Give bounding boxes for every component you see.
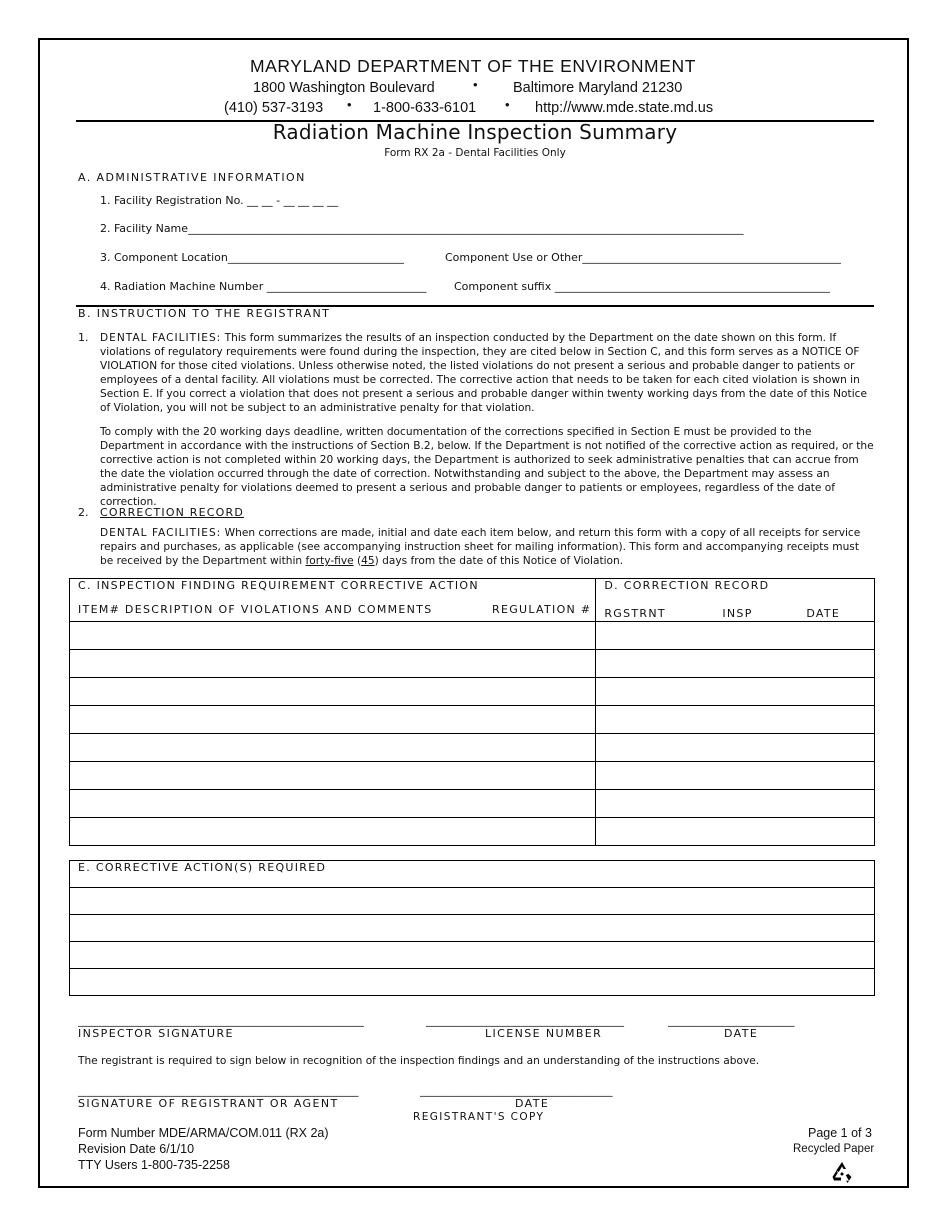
table-c-header [70, 579, 596, 622]
table-e-title: E. CORRECTIVE ACTION(S) REQUIRED [78, 861, 327, 874]
item-number: 1. [78, 331, 89, 344]
table-row[interactable] [70, 650, 875, 678]
paragraph-text: ( [353, 555, 362, 567]
facility-name-field[interactable]: 2. Facility Name_____________________________________________________________________________________________________ [100, 222, 744, 235]
forty-five-number: 45 [361, 555, 375, 567]
paragraph-text: This form summarizes the results of an inspection conducted by the Department on the date shown on this form. If violations of regulatory requirements were found during the inspection, they are cited below in Section C, and this form serves as a NOTICE OF VIOLATION for those cited violations. Unless otherwise noted, the listed violations do not present a serious and probable danger to patients or employees of a dental facility. All violations must be corrected. The corrective action that needs to be taken for each cited violation is shown in Section E. If you correct a violation that does not present a serious and probable danger within twenty working days from the date of this Notice of Violation, you will not be subject to an administrative penalty for that violation. [100, 332, 867, 414]
table-d-title: D. CORRECTION RECORD [604, 579, 770, 592]
toll-free-number: 1-800-633-6101 [373, 100, 477, 116]
table-row[interactable] [70, 818, 875, 846]
registrant-signature-line[interactable]: ___________________________________________________ [78, 1084, 359, 1097]
recycled-paper-label: Recycled Paper [793, 1143, 875, 1155]
correction-cell[interactable] [596, 650, 875, 678]
finding-cell[interactable] [70, 678, 596, 706]
registrants-copy-label: REGISTRANT'S COPY [413, 1111, 545, 1123]
street-address: 1800 Washington Boulevard [253, 80, 435, 96]
city-address: Baltimore Maryland 21230 [513, 80, 683, 96]
bullet: • [505, 97, 510, 112]
machine-number-field[interactable]: 4. Radiation Machine Number _____________________________ [100, 280, 427, 293]
finding-cell[interactable] [70, 790, 596, 818]
table-row[interactable] [70, 790, 875, 818]
inspector-signature-label: INSPECTOR SIGNATURE [78, 1027, 234, 1040]
component-location-field[interactable]: 3. Component Location________________________________ [100, 251, 404, 264]
registrant-column: RGSTRNT [604, 607, 666, 620]
section-a-heading: A. ADMINISTRATIVE INFORMATION [78, 171, 306, 184]
registrant-note: The registrant is required to sign below in recognition of the inspection findings and an understanding of the instructions above. [78, 1055, 760, 1067]
date-column: DATE [806, 607, 841, 620]
dental-facilities-label: DENTAL FACILITIES: [100, 527, 222, 539]
table-row[interactable] [70, 915, 875, 942]
correction-cell[interactable] [596, 678, 875, 706]
facility-registration-field[interactable]: 1. Facility Registration No. __ __ - __ __ __ __ [100, 194, 339, 207]
table-c-title: C. INSPECTION FINDING REQUIREMENT CORRECTIVE ACTION [78, 579, 479, 592]
form-subtitle: Form RX 2a - Dental Facilities Only [384, 147, 566, 159]
item-number: 2. [78, 506, 89, 519]
correction-cell[interactable] [596, 706, 875, 734]
table-row[interactable] [70, 678, 875, 706]
paragraph-text: When corrections are made, initial and date each item below, and return this form with a copy of all receipts for service repairs and purchases, as applicable (see accompanying instruction sheet for mailing information). This form and accompanying receipts must be received by the Department within [100, 527, 861, 567]
registrant-date-line[interactable]: ___________________________________ [420, 1084, 613, 1097]
forty-five-text: forty-five [305, 555, 354, 567]
table-row[interactable] [70, 734, 875, 762]
inspector-date-line[interactable]: _______________________ [668, 1014, 795, 1027]
corrective-action-table [69, 860, 875, 996]
revision-date: Revision Date 6/1/10 [78, 1142, 195, 1156]
corrective-action-cell[interactable] [70, 888, 875, 915]
correction-cell[interactable] [596, 622, 875, 650]
table-d-header [596, 579, 875, 622]
corrective-action-cell[interactable] [70, 969, 875, 996]
paragraph-text: ) days from the date of this Notice of Violation. [374, 555, 624, 567]
table-row[interactable] [70, 942, 875, 969]
bullet: • [473, 77, 478, 92]
table-row[interactable] [70, 969, 875, 996]
phone-number: (410) 537-3193 [224, 100, 324, 116]
form-title: Radiation Machine Inspection Summary [272, 120, 678, 144]
dental-facilities-label: DENTAL FACILITIES: [100, 332, 222, 344]
page-number: Page 1 of 3 [808, 1126, 872, 1140]
inspector-signature-line[interactable]: ____________________________________________________ [78, 1014, 364, 1027]
date-label: DATE [515, 1097, 550, 1110]
table-row[interactable] [70, 622, 875, 650]
recycle-icon [830, 1160, 854, 1189]
item-description-column: ITEM# DESCRIPTION OF VIOLATIONS AND COMMENTS [78, 603, 433, 616]
date-label: DATE [724, 1027, 759, 1040]
tty-number: TTY Users 1-800-735-2258 [78, 1158, 230, 1172]
agency-name: MARYLAND DEPARTMENT OF THE ENVIRONMENT [249, 56, 697, 76]
finding-cell[interactable] [70, 762, 596, 790]
dental-facilities-paragraph [100, 331, 875, 415]
inspector-column: INSP [722, 607, 753, 620]
corrective-action-cell[interactable] [70, 915, 875, 942]
section-b-heading: B. INSTRUCTION TO THE REGISTRANT [78, 307, 331, 320]
finding-cell[interactable] [70, 650, 596, 678]
license-number-label: LICENSE NUMBER [485, 1027, 603, 1040]
table-row[interactable] [70, 762, 875, 790]
registrant-signature-label: SIGNATURE OF REGISTRANT OR AGENT [78, 1097, 339, 1110]
license-number-line[interactable]: ____________________________________ [426, 1014, 624, 1027]
inspection-findings-table [69, 578, 875, 846]
website-link[interactable]: http://www.mde.state.md.us [535, 100, 714, 116]
corrective-action-cell[interactable] [70, 942, 875, 969]
finding-cell[interactable] [70, 706, 596, 734]
bullet: • [347, 97, 352, 112]
correction-record-heading: CORRECTION RECORD [100, 506, 245, 519]
form-number: Form Number MDE/ARMA/COM.011 (RX 2a) [78, 1126, 329, 1140]
component-use-field[interactable]: Component Use or Other_______________________________________________ [445, 251, 841, 264]
regulation-column: REGULATION # [492, 603, 592, 616]
table-e-header [70, 861, 875, 888]
correction-cell[interactable] [596, 818, 875, 846]
table-row[interactable] [70, 706, 875, 734]
correction-record-paragraph [100, 526, 875, 568]
finding-cell[interactable] [70, 622, 596, 650]
compliance-paragraph: To comply with the 20 working days deadline, written documentation of the corrections specified in Section E must be provided to the Department in accordance with the instructions of Section B.2, below. If the Department is not notified of the corrective action as required, or the corrective action is not completed within 20 working days, the Department is authorized to seek administrative penalties that can accrue from the date the violation occurred through the date of correction. Notwithstanding and subject to the above, the Department may assess an administrative penalty for violations deemed to present a serious and probable danger to patients or employees, regardless of the date of correction. [100, 426, 874, 508]
table-row[interactable] [70, 888, 875, 915]
finding-cell[interactable] [70, 734, 596, 762]
correction-cell[interactable] [596, 734, 875, 762]
component-suffix-field[interactable]: Component suffix __________________________________________________ [454, 280, 830, 293]
correction-cell[interactable] [596, 790, 875, 818]
correction-cell[interactable] [596, 762, 875, 790]
finding-cell[interactable] [70, 818, 596, 846]
